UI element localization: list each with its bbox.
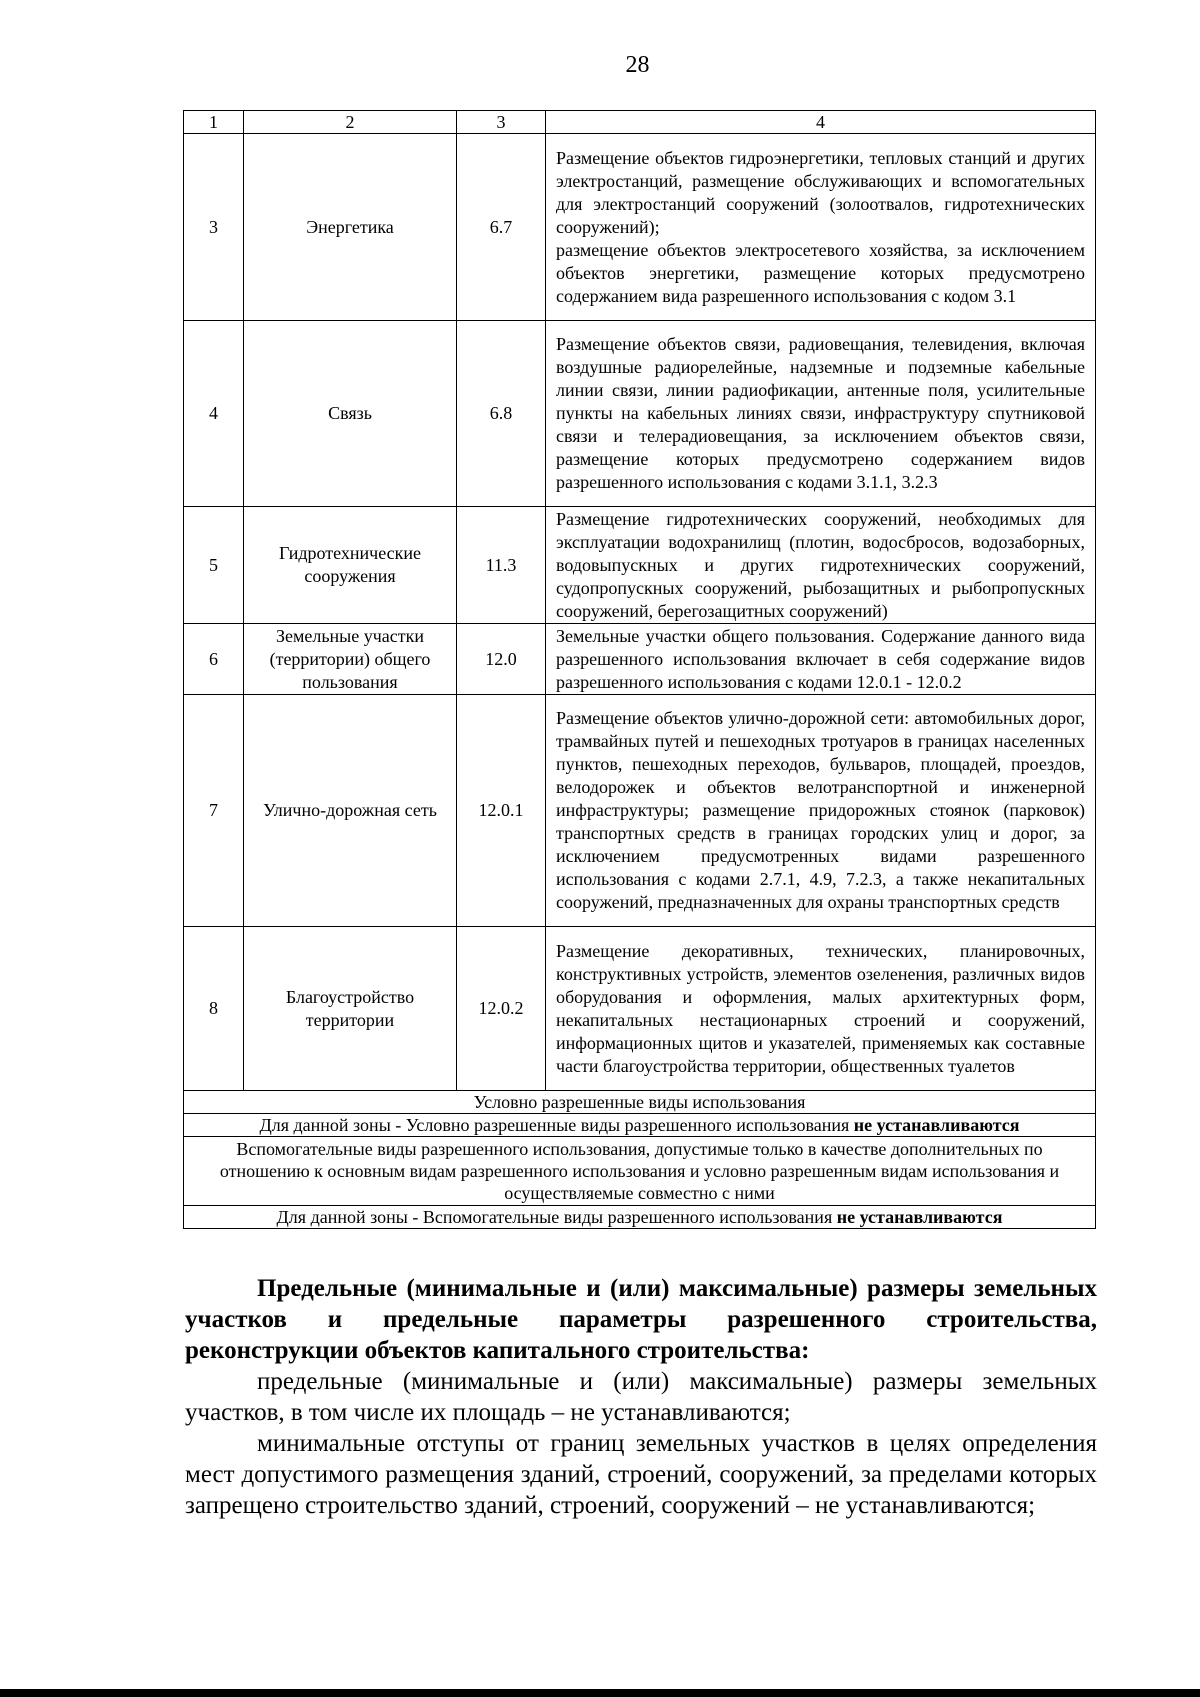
- limits-section: [185, 1273, 1097, 1521]
- use-type-code: 12.0.1: [457, 695, 546, 927]
- conditional-note-bold: не устанавливаются: [853, 1115, 1020, 1135]
- conditional-uses-heading-row: [184, 1091, 1096, 1114]
- use-type-description: Размещение объектов связи, радиовещания, телевидения, включая воздушные радиорелейные, надземные и подземные кабельные линии связи, линии радиофикации, антенные поля, усилительные пункты на кабельных линиях связи, инфраструктуру спутниковой связи и телерадиовещания, за исключением объектов связи, размещение которых предусмотрено содержанием видов разрешенного использования с кодами 3.1.1, 3.2.3: [546, 321, 1096, 507]
- table-row: [184, 927, 1096, 1091]
- column-header-4: 4: [546, 111, 1096, 134]
- auxiliary-uses-note-row: [184, 1206, 1096, 1229]
- table-row: [184, 507, 1096, 624]
- auxiliary-uses-heading-row: [184, 1137, 1096, 1206]
- table-row: [184, 624, 1096, 695]
- use-type-description: Размещение декоративных, технических, планировочных, конструктивных устройств, элементов озеленения, различных видов оборудования и оформления, малых архитектурных форм, некапитальных нестационарных строений и сооружений, информационных щитов и указателей, применяемых как составные части благоустройства территории, общественных туалетов: [546, 927, 1096, 1091]
- row-number: 6: [184, 624, 244, 695]
- use-type-code: 11.3: [457, 507, 546, 624]
- row-number: 3: [184, 134, 244, 321]
- conditional-uses-heading: Условно разрешенные виды использования: [184, 1091, 1096, 1114]
- use-type-description: Размещение гидротехнических сооружений, необходимых для эксплуатации водохранилищ (плотин, водосбросов, водозаборных, водовыпускных и других гидротехнических сооружений, судопропускных сооружений, рыбозащитных и рыбопропускных сооружений, берегозащитных сооружений): [546, 507, 1096, 624]
- use-type-name: Благоустройство территории: [244, 927, 457, 1091]
- column-header-3: 3: [457, 111, 546, 134]
- auxiliary-uses-note: [184, 1206, 1096, 1229]
- column-header-2: 2: [244, 111, 457, 134]
- auxiliary-note-text: Для данной зоны - Вспомогательные виды разрешенного использования: [276, 1207, 837, 1227]
- use-type-code: 6.7: [457, 134, 546, 321]
- table-row: [184, 321, 1096, 507]
- use-type-code: 6.8: [457, 321, 546, 507]
- table-header-row: [184, 111, 1096, 134]
- use-type-name: Улично-дорожная сеть: [244, 695, 457, 927]
- row-number: 5: [184, 507, 244, 624]
- use-type-name: Земельные участки (территории) общего пользования: [244, 624, 457, 695]
- limits-heading: Предельные (минимальные и (или) максимальные) размеры земельных участков и предельные параметры разрешенного строительства, реконструкции объектов капитального строительства:: [185, 1275, 1097, 1364]
- use-type-description: Земельные участки общего пользования. Содержание данного вида разрешенного использования включает в себя содержание видов разрешенного использования с кодами 12.0.1 - 12.0.2: [546, 624, 1096, 695]
- use-type-description: Размещение объектов гидроэнергетики, тепловых станций и других электростанций, размещение обслуживающих и вспомогательных для электростанций сооружений (золоотвалов, гидротехнических сооружений); размещение объектов электросетевого хозяйства, за исключением объектов энергетики, размещение которых предусмотрено содержанием вида разрешенного использования с кодом 3.1: [546, 134, 1096, 321]
- conditional-uses-note-row: [184, 1114, 1096, 1137]
- table-row: [184, 134, 1096, 321]
- table-row: [184, 695, 1096, 927]
- conditional-note-text: Для данной зоны - Условно разрешенные виды разрешенного использования: [259, 1115, 854, 1135]
- paragraph-plot-sizes: предельные (минимальные и (или) максимальные) размеры земельных участков, в том числе их площадь – не устанавливаются;: [185, 1368, 1097, 1426]
- scan-border: [0, 1689, 1200, 1697]
- use-type-name: Энергетика: [244, 134, 457, 321]
- use-type-name: Связь: [244, 321, 457, 507]
- column-header-1: 1: [184, 111, 244, 134]
- use-type-code: 12.0: [457, 624, 546, 695]
- page-number: 28: [625, 52, 650, 78]
- use-type-description: Размещение объектов улично-дорожной сети: автомобильных дорог, трамвайных путей и пешеходных тротуаров в границах населенных пунктов, пешеходных переходов, бульваров, площадей, проездов, велодорожек и объектов велотранспортной и инженерной инфраструктуры; размещение придорожных стоянок (парковок) транспортных средств в границах городских улиц и дорог, за исключением предусмотренных видами разрешенного использования с кодами 2.7.1, 4.9, 7.2.3, а также некапитальных сооружений, предназначенных для охраны транспортных средств: [546, 695, 1096, 927]
- use-type-code: 12.0.2: [457, 927, 546, 1091]
- row-number: 8: [184, 927, 244, 1091]
- conditional-uses-note: [184, 1114, 1096, 1137]
- auxiliary-uses-heading: Вспомогательные виды разрешенного использования, допустимые только в качестве дополнительных по отношению к основным видам разрешенного использования и условно разрешенным видам использования и осуществляемые совместно с ними: [184, 1137, 1096, 1206]
- row-number: 4: [184, 321, 244, 507]
- auxiliary-note-bold: не устанавливаются: [836, 1207, 1003, 1227]
- use-type-name: Гидротехнические сооружения: [244, 507, 457, 624]
- row-number: 7: [184, 695, 244, 927]
- paragraph-setbacks: минимальные отступы от границ земельных участков в целях определения мест допустимого размещения зданий, строений, сооружений, за пределами которых запрещено строительство зданий, строений, сооружений – не устанавливаются;: [185, 1430, 1097, 1519]
- land-use-table: [183, 110, 1096, 1229]
